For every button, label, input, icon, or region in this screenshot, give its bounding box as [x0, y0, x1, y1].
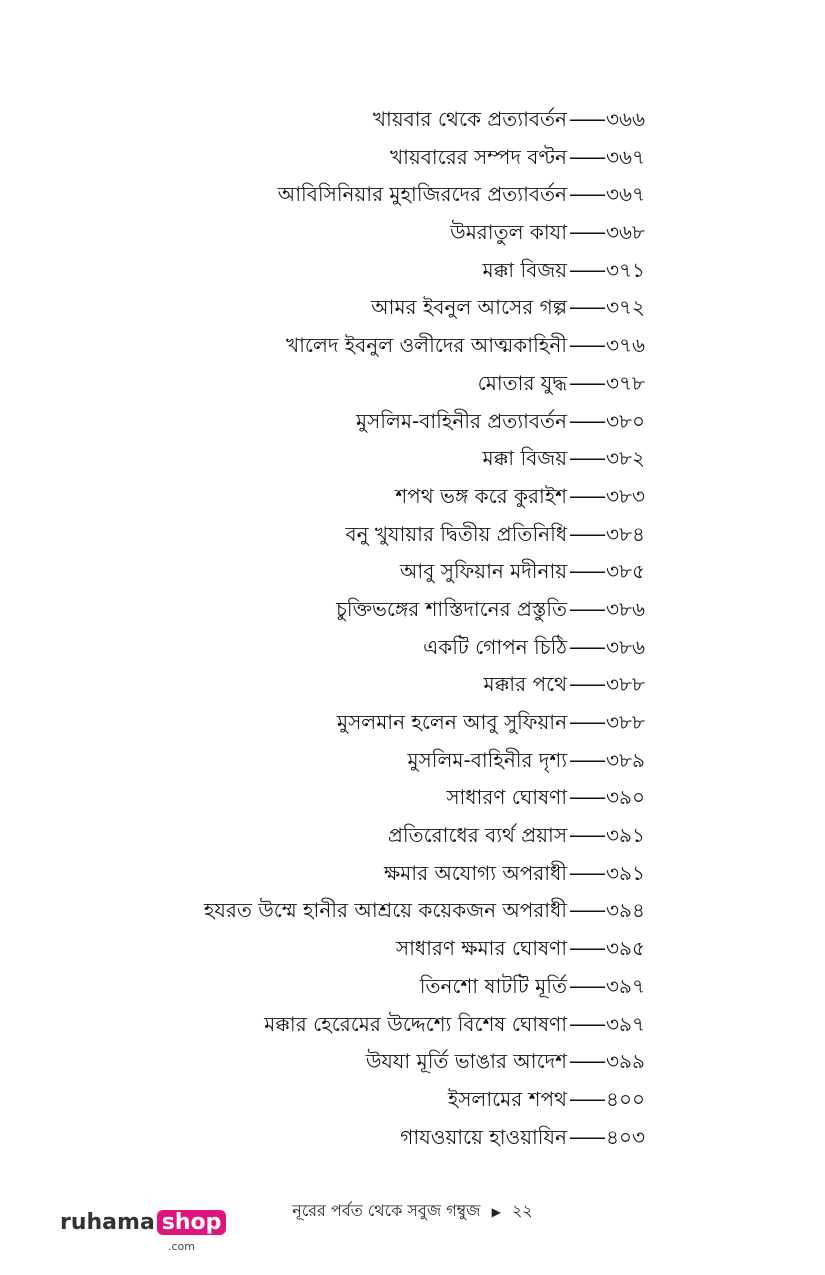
toc-entry-title: মক্কা বিজয়	[482, 257, 567, 282]
toc-entry-title: মুসলমান হলেন আবু সুফিয়ান	[336, 710, 568, 734]
toc-leader-dash: ——	[569, 408, 603, 433]
toc-entry-page: ৩৮০	[606, 408, 645, 433]
toc-entry	[204, 892, 645, 930]
toc-entry-title: মুসলিম-বাহিনীর প্রত্যাবর্তন	[355, 408, 567, 433]
toc-entry-page: ৩৬৭	[605, 182, 645, 207]
footer-page-number: ২২	[511, 1201, 533, 1220]
toc-entry	[264, 1006, 645, 1044]
toc-leader-dash: ——	[569, 370, 603, 395]
toc-entry	[278, 176, 645, 214]
toc-entry	[337, 704, 645, 742]
toc-entry	[388, 817, 645, 855]
toc-entry	[482, 440, 645, 478]
toc-entry-title: মক্কা বিজয়	[482, 446, 567, 471]
toc-entry	[395, 478, 645, 516]
toc-leader-dash: ——	[568, 182, 603, 207]
toc-leader-dash: ——	[569, 1124, 603, 1149]
toc-entry	[483, 666, 645, 704]
toc-entry-page: ৩৮৮	[606, 710, 645, 734]
toc-entry-page: ৩৮৩	[606, 483, 645, 508]
toc-entry-title: মুসলিম-বাহিনীর দৃশ্য	[407, 747, 568, 772]
toc-leader-dash: ——	[569, 973, 603, 998]
toc-leader-dash: ——	[569, 1049, 604, 1074]
toc-leader-dash: ——	[569, 446, 603, 471]
toc-leader-dash: ——	[569, 559, 604, 584]
toc-entry-page: ৩৮৫	[606, 559, 645, 584]
toc-entry-page: ৩৮৮	[606, 672, 645, 697]
toc-entry-page: ৩৯৯	[606, 1049, 645, 1074]
toc-entry-title: মক্কার হেরেমের উদ্দেশ্যে বিশেষ ঘোষণা	[264, 1011, 567, 1036]
toc-entry	[390, 139, 645, 177]
toc-entry	[396, 930, 645, 968]
toc-entry-title: সাধারণ ক্ষমার ঘোষণা	[395, 936, 568, 961]
toc-entry	[371, 289, 645, 327]
toc-entry-page: ৩৬৭	[605, 144, 645, 169]
toc-entry-page: ৩৮৪	[606, 521, 645, 546]
toc-entry	[448, 1081, 645, 1119]
toc-entry-page: ৩৯৭	[606, 1011, 645, 1036]
toc-entry	[345, 516, 645, 554]
toc-entry-page: ৩৯০	[606, 785, 645, 810]
toc-entry-title: খালেদ ইবনুল ওলীদের আত্মকাহিনী	[285, 333, 567, 358]
toc-entry-page: ৩৬৬	[605, 107, 645, 131]
toc-entry-page: ৩৮২	[606, 446, 645, 471]
toc-entry-page: ৩৯১	[606, 823, 645, 848]
toc-entry	[373, 101, 645, 139]
toc-entry-title: চুক্তিভঙ্গের শাস্তিদানের প্রস্তুতি	[336, 596, 567, 621]
toc-entry-title: শপথ ভঙ্গ করে কুরাইশ	[395, 483, 567, 508]
toc-leader-dash: ——	[569, 257, 603, 282]
toc-entry	[286, 327, 645, 365]
toc-leader-dash: ——	[569, 220, 603, 245]
toc-leader-dash: ——	[569, 521, 604, 546]
toc-entry-title: ক্ষমার অযোগ্য অপরাধী	[383, 860, 568, 885]
toc-entry	[420, 968, 645, 1006]
toc-entry	[423, 629, 645, 667]
toc-entry-title: আবিসিনিয়ার মুহাজিরদের প্রত্যাবর্তন	[277, 182, 567, 207]
toc-entry	[446, 779, 645, 817]
toc-entry	[336, 591, 645, 629]
toc-leader-dash: ——	[568, 107, 603, 131]
toc-entry	[407, 742, 645, 780]
toc-entry	[384, 855, 645, 893]
toc-entry-page: ৩৯৪	[606, 898, 645, 923]
toc-entry-page: ৩৬৮	[606, 220, 645, 245]
toc-leader-dash: ——	[569, 596, 603, 621]
toc-leader-dash: ——	[569, 710, 604, 734]
toc-entry-page: ৩৮৬	[606, 596, 645, 621]
toc-entry-page: ৩৭১	[606, 257, 645, 282]
toc-entry-title: একটি গোপন চিঠি	[422, 634, 567, 659]
toc-leader-dash: ——	[568, 144, 603, 169]
toc-entry-title: তিনশো ষাটটি মূর্তি	[419, 973, 567, 998]
toc-leader-dash: ——	[569, 483, 603, 508]
toc-entry-page: ৪০০	[606, 1086, 645, 1111]
toc-entry-page: ৩৯৭	[606, 973, 645, 998]
toc-entry-title: হযরত উম্মে হানীর আশ্রয়ে কয়েকজন অপরাধী	[203, 898, 568, 923]
toc-leader-dash: ——	[568, 333, 603, 358]
toc-entry-title: আবু সুফিয়ান মদীনায়	[399, 559, 568, 584]
toc-leader-dash: ——	[569, 1086, 603, 1111]
toc-leader-dash: ——	[569, 936, 604, 961]
toc-entry-page: ৩৮৬	[606, 634, 645, 659]
ruhamashop-logo: ruhama shop .com	[60, 1210, 226, 1235]
toc-entry	[400, 1119, 645, 1157]
toc-entry	[482, 252, 645, 290]
toc-entry-page: ৩৮৯	[606, 747, 645, 772]
toc-entry-title: মোতার যুদ্ধ	[477, 370, 567, 395]
toc-entry-title: উমরাতুল কাযা	[450, 220, 567, 245]
toc-entry	[450, 214, 645, 252]
toc-entry-title: বনু খুযায়ার দ্বিতীয় প্রতিনিধি	[345, 521, 568, 546]
toc-entry-page: ৩৭৬	[605, 333, 645, 358]
toc-entry-title: সাধারণ ঘোষণা	[446, 785, 567, 810]
toc-entry-title: মক্কার পথে	[483, 672, 568, 697]
toc-entry-title: খায়বারের সম্পদ বণ্টন	[390, 144, 567, 169]
toc-entry-page: ৩৭২	[605, 295, 645, 320]
toc-entry-page: ৩৭৮	[606, 370, 645, 395]
toc-entry-page: ৪০৩	[606, 1124, 645, 1149]
toc-entry-title: উযযা মূর্তি ভাঙার আদেশ	[365, 1049, 568, 1074]
toc-leader-dash: ——	[569, 823, 604, 848]
toc-entry-page: ৩৯৫	[606, 936, 645, 961]
footer-book-title: নূরের পর্বত থেকে সবুজ গম্বুজ	[292, 1201, 481, 1220]
toc-leader-dash: ——	[569, 898, 604, 923]
toc-entry-title: প্রতিরোধের ব্যর্থ প্রয়াস	[387, 823, 568, 848]
table-of-contents	[204, 101, 645, 1156]
toc-leader-dash: ——	[569, 785, 603, 810]
play-arrow-icon: ▶	[491, 1205, 501, 1219]
toc-entry-page: ৩৯১	[606, 860, 645, 885]
toc-entry-title: খায়বার থেকে প্রত্যাবর্তন	[372, 107, 567, 131]
toc-entry-title: ইসলামের শপথ	[447, 1086, 567, 1111]
toc-entry	[356, 403, 645, 441]
toc-entry	[366, 1043, 645, 1081]
toc-entry-title: গাযওয়ায়ে হাওয়াযিন	[400, 1124, 567, 1149]
toc-entry	[478, 365, 645, 403]
toc-leader-dash: ——	[568, 295, 603, 320]
toc-leader-dash: ——	[569, 1011, 603, 1036]
toc-leader-dash: ——	[569, 672, 604, 697]
toc-entry-title: আমর ইবনুল আসের গল্প	[371, 295, 567, 320]
toc-leader-dash: ——	[569, 860, 604, 885]
toc-entry	[400, 553, 645, 591]
toc-leader-dash: ——	[569, 634, 603, 659]
toc-leader-dash: ——	[569, 747, 604, 772]
